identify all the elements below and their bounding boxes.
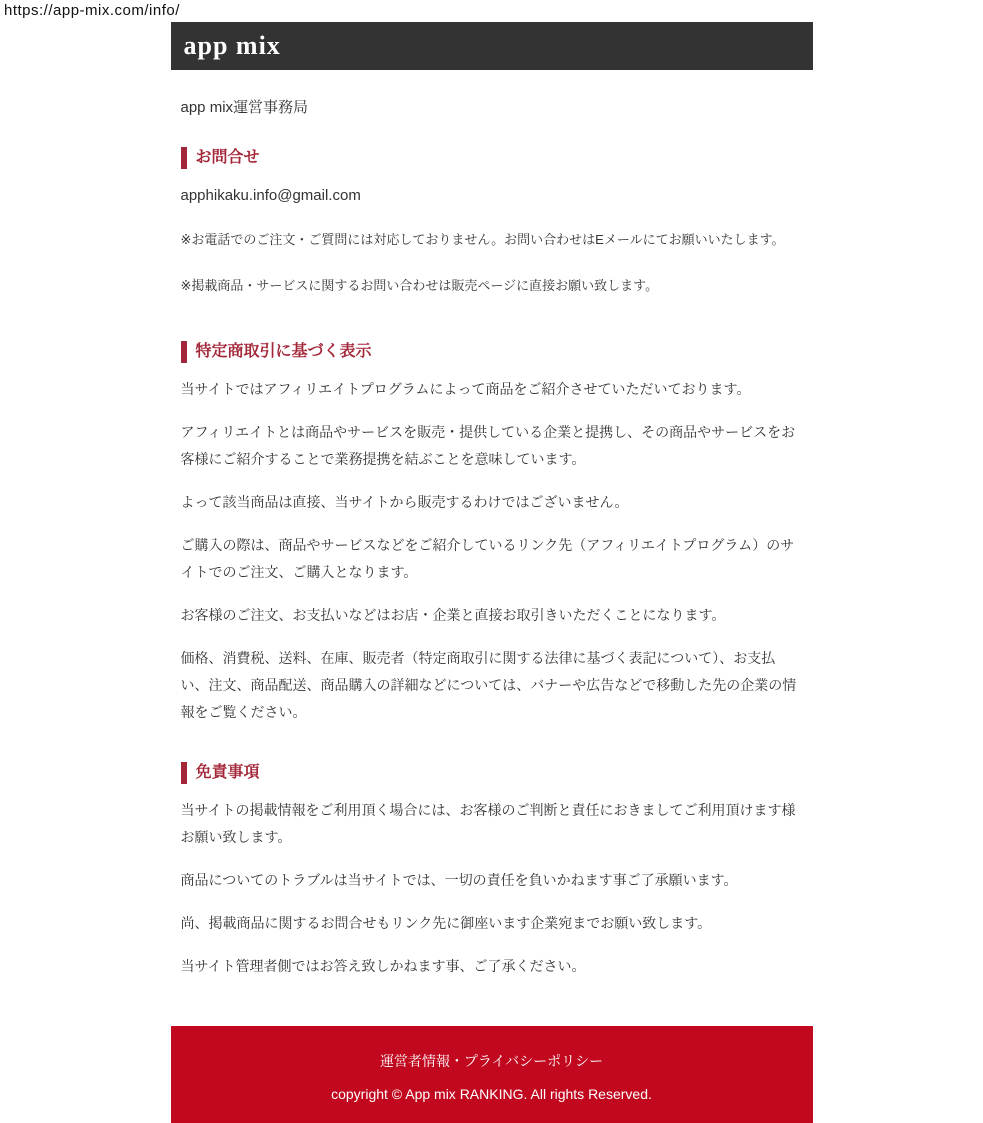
tokutei-paragraph: よって該当商品は直接、当サイトから販売するわけではございません。 (180, 494, 629, 510)
tokutei-paragraph: 価格、消費税、送料、在庫、販売者（特定商取引に関する法律に基づく表記について）、お支払い、注文、商品配送、商品購入の詳細などについては、バナーや広告などで移動した先の企業の情報をご覧ください。 (180, 650, 797, 720)
disclaimer-paragraph: 尚、掲載商品に関するお問合せもリンク先に御座います企業宛までお願い致します。 (180, 915, 712, 931)
contact-heading: お問合せ (181, 147, 803, 169)
disclaimer-heading: 免責事項 (181, 762, 803, 784)
section-disclaimer (181, 762, 803, 980)
tokutei-paragraph: アフィリエイトとは商品やサービスを販売・提供している企業と提携し、その商品やサービスをお客様にご紹介することで業務提携を結ぶことを意味しています。 (180, 424, 796, 467)
site-logo[interactable]: app mix (183, 31, 281, 60)
contact-note-products: ※掲載商品・サービスに関するお問い合わせは販売ページに直接お願い致します。 (180, 277, 659, 293)
tokutei-paragraph: お客様のご注文、お支払いなどはお店・企業と直接お取引きいただくことになります。 (180, 607, 726, 623)
contact-note-phone: ※お電話でのご注文・ご質問には対応しておりません。お問い合わせはEメールにてお願いいたします。 (180, 232, 785, 247)
contact-email: apphikaku.info@gmail.com (180, 187, 361, 204)
tokutei-paragraph: 当サイトではアフィリエイトプログラムによって商品をご紹介させていただいております。 (180, 381, 751, 397)
disclaimer-paragraph: 商品についてのトラブルは当サイトでは、一切の責任を負いかねます事ご了承願います。 (180, 872, 738, 888)
disclaimer-paragraph: 当サイトの掲載情報をご利用頂く場合には、お客様のご判断と責任におきましてご利用頂けます様お願い致します。 (180, 802, 796, 845)
section-tokutei-shotorihiki (181, 341, 803, 726)
tokutei-heading: 特定商取引に基づく表示 (181, 341, 803, 363)
site-footer (171, 1026, 813, 1123)
site-header (171, 22, 813, 70)
main-content (171, 70, 813, 980)
footer-copyright: copyright © App mix RANKING. All rights Reserved. (331, 1086, 652, 1102)
operator-line: app mix運営事務局 (180, 99, 309, 116)
section-contact (181, 147, 803, 295)
page-url-annotation: https://app-mix.com/info/ (4, 2, 180, 19)
disclaimer-paragraph: 当サイト管理者側ではお答え致しかねます事、ご了承ください。 (180, 958, 586, 974)
tokutei-paragraph: ご購入の際は、商品やサービスなどをご紹介しているリンク先（アフィリエイトプログラム）のサイトでのご注文、ご購入となります。 (180, 537, 795, 580)
footer-privacy-policy-link[interactable]: 運営者情報・プライバシーポリシー (379, 1053, 604, 1069)
page-container (171, 22, 813, 1123)
